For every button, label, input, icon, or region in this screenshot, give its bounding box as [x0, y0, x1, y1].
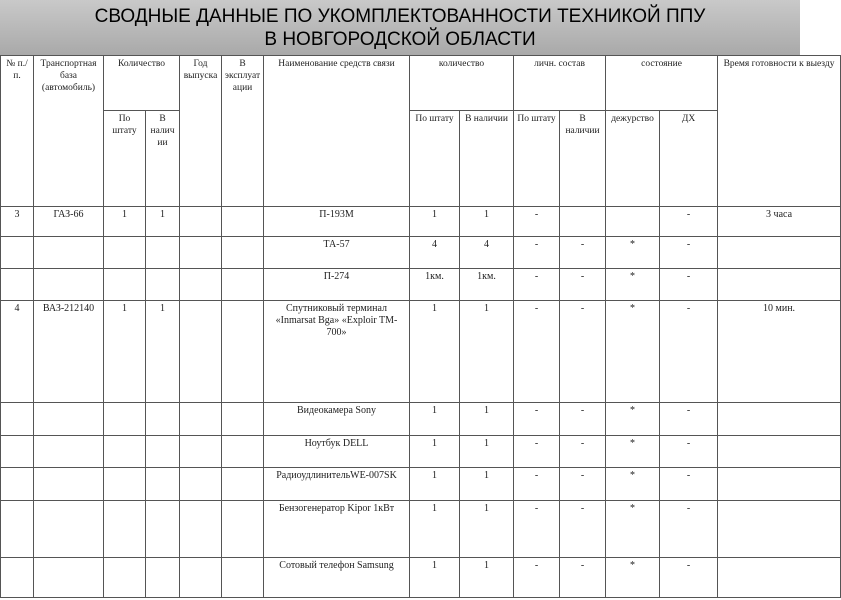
cell-ready-time — [718, 501, 841, 558]
cell-qty-staff — [104, 403, 146, 436]
cell-on-duty: * — [606, 436, 660, 468]
table-body — [1, 56, 841, 598]
table-row — [1, 436, 841, 468]
cell-num — [1, 468, 34, 501]
table-row — [1, 403, 841, 436]
cell-vehicle — [34, 237, 104, 269]
header-year: Год выпуска — [180, 56, 222, 207]
cell-ready-time — [718, 269, 841, 301]
cell-vehicle: ГАЗ-66 — [34, 207, 104, 237]
cell-on-duty: * — [606, 558, 660, 598]
cell-personnel-available: - — [560, 468, 606, 501]
cell-qty-available: 1 — [146, 207, 180, 237]
cell-comm-name: П-274 — [264, 269, 410, 301]
cell-dh: - — [660, 403, 718, 436]
cell-year — [180, 468, 222, 501]
cell-comm-qty-staff: 4 — [410, 237, 460, 269]
header-personnel-available: В наличии — [560, 111, 606, 207]
cell-comm-qty-available: 1 — [460, 207, 514, 237]
cell-ready-time: 10 мин. — [718, 301, 841, 403]
cell-vehicle — [34, 436, 104, 468]
cell-comm-qty-available: 1 — [460, 468, 514, 501]
cell-on-duty — [606, 207, 660, 237]
cell-qty-staff — [104, 269, 146, 301]
cell-comm-qty-staff: 1 — [410, 207, 460, 237]
cell-qty-staff — [104, 436, 146, 468]
header-row — [1, 56, 841, 111]
table-row — [1, 237, 841, 269]
cell-personnel-available: - — [560, 301, 606, 403]
cell-vehicle — [34, 501, 104, 558]
cell-personnel-available: - — [560, 436, 606, 468]
cell-vehicle — [34, 403, 104, 436]
cell-num — [1, 436, 34, 468]
cell-in-operation — [222, 207, 264, 237]
cell-num: 3 — [1, 207, 34, 237]
cell-dh: - — [660, 501, 718, 558]
cell-num — [1, 501, 34, 558]
cell-comm-name: Ноутбук DELL — [264, 436, 410, 468]
table-row — [1, 501, 841, 558]
header-comm-available: В наличии — [460, 111, 514, 207]
cell-personnel-staff: - — [514, 301, 560, 403]
table-row — [1, 269, 841, 301]
subheader-row — [1, 111, 841, 207]
cell-qty-available — [146, 237, 180, 269]
header-in-operation: В эксплуатации — [222, 56, 264, 207]
cell-comm-name: Спутниковый терминал «Inmarsat Bga» «Exploir TM-700» — [264, 301, 410, 403]
title-line-2: В НОВГОРОДСКОЙ ОБЛАСТИ — [264, 29, 536, 50]
cell-comm-qty-available: 4 — [460, 237, 514, 269]
cell-personnel-available: - — [560, 501, 606, 558]
cell-dh: - — [660, 237, 718, 269]
cell-comm-name: Видеокамера Sony — [264, 403, 410, 436]
header-ready-time: Время готовности к выезду — [718, 56, 841, 207]
cell-personnel-staff: - — [514, 558, 560, 598]
cell-year — [180, 436, 222, 468]
cell-in-operation — [222, 436, 264, 468]
cell-year — [180, 237, 222, 269]
header-quantity: Количество — [104, 56, 180, 111]
header-comm-quantity: количество — [410, 56, 514, 111]
cell-on-duty: * — [606, 269, 660, 301]
cell-vehicle — [34, 468, 104, 501]
cell-comm-qty-staff: 1 — [410, 558, 460, 598]
cell-in-operation — [222, 468, 264, 501]
cell-qty-available: 1 — [146, 301, 180, 403]
cell-year — [180, 207, 222, 237]
cell-dh: - — [660, 436, 718, 468]
cell-qty-available — [146, 501, 180, 558]
cell-comm-qty-available: 1км. — [460, 269, 514, 301]
cell-qty-staff — [104, 468, 146, 501]
cell-personnel-staff: - — [514, 436, 560, 468]
cell-personnel-available: - — [560, 237, 606, 269]
table-row — [1, 468, 841, 501]
cell-vehicle — [34, 558, 104, 598]
cell-num: 4 — [1, 301, 34, 403]
cell-qty-available — [146, 403, 180, 436]
cell-dh: - — [660, 301, 718, 403]
cell-ready-time — [718, 237, 841, 269]
cell-comm-qty-available: 1 — [460, 558, 514, 598]
header-transport: Транспортная база (автомобиль) — [34, 56, 104, 207]
cell-qty-available — [146, 269, 180, 301]
cell-personnel-staff: - — [514, 468, 560, 501]
cell-ready-time — [718, 468, 841, 501]
cell-comm-name: ТА-57 — [264, 237, 410, 269]
header-comm-name: Наименование средств связи — [264, 56, 410, 207]
cell-ready-time: 3 часа — [718, 207, 841, 237]
cell-comm-qty-available: 1 — [460, 403, 514, 436]
cell-on-duty: * — [606, 403, 660, 436]
header-num: № п./п. — [1, 56, 34, 207]
cell-in-operation — [222, 269, 264, 301]
header-on-duty: дежурство — [606, 111, 660, 207]
cell-vehicle — [34, 269, 104, 301]
cell-comm-qty-staff: 1 — [410, 403, 460, 436]
cell-personnel-available: - — [560, 558, 606, 598]
cell-in-operation — [222, 301, 264, 403]
cell-qty-staff: 1 — [104, 207, 146, 237]
cell-year — [180, 269, 222, 301]
cell-num — [1, 403, 34, 436]
cell-comm-qty-available: 1 — [460, 501, 514, 558]
table-row — [1, 207, 841, 237]
cell-comm-name: П-193М — [264, 207, 410, 237]
header-available: В наличии — [146, 111, 180, 207]
cell-on-duty: * — [606, 237, 660, 269]
header-state: состояние — [606, 56, 718, 111]
cell-year — [180, 558, 222, 598]
cell-personnel-staff: - — [514, 269, 560, 301]
cell-comm-qty-staff: 1км. — [410, 269, 460, 301]
equipment-table — [0, 55, 841, 598]
cell-personnel-available: - — [560, 269, 606, 301]
cell-num — [1, 237, 34, 269]
cell-personnel-staff: - — [514, 207, 560, 237]
header-comm-by-staff: По штату — [410, 111, 460, 207]
cell-personnel-staff: - — [514, 403, 560, 436]
cell-in-operation — [222, 237, 264, 269]
cell-on-duty: * — [606, 301, 660, 403]
cell-on-duty: * — [606, 468, 660, 501]
cell-in-operation — [222, 403, 264, 436]
header-by-staff: По штату — [104, 111, 146, 207]
cell-in-operation — [222, 558, 264, 598]
cell-qty-available — [146, 468, 180, 501]
cell-qty-available — [146, 558, 180, 598]
cell-comm-qty-staff: 1 — [410, 468, 460, 501]
cell-year — [180, 301, 222, 403]
cell-comm-qty-staff: 1 — [410, 301, 460, 403]
cell-dh: - — [660, 468, 718, 501]
cell-personnel-available: - — [560, 403, 606, 436]
table-row — [1, 558, 841, 598]
cell-comm-name: РадиоудлинительWE-007SK — [264, 468, 410, 501]
cell-qty-staff — [104, 501, 146, 558]
header-dh: ДХ — [660, 111, 718, 207]
header-personnel: личн. состав — [514, 56, 606, 111]
cell-qty-staff — [104, 237, 146, 269]
cell-qty-staff — [104, 558, 146, 598]
cell-comm-qty-available: 1 — [460, 301, 514, 403]
table-row — [1, 301, 841, 403]
cell-ready-time — [718, 558, 841, 598]
header-personnel-by-staff: По штату — [514, 111, 560, 207]
cell-qty-staff: 1 — [104, 301, 146, 403]
cell-ready-time — [718, 403, 841, 436]
cell-vehicle: ВАЗ-212140 — [34, 301, 104, 403]
page-title — [0, 5, 800, 51]
cell-year — [180, 403, 222, 436]
cell-dh: - — [660, 269, 718, 301]
cell-comm-name: Бензогенератор Kipor 1кВт — [264, 501, 410, 558]
cell-num — [1, 269, 34, 301]
cell-comm-qty-staff: 1 — [410, 501, 460, 558]
cell-year — [180, 501, 222, 558]
cell-comm-qty-staff: 1 — [410, 436, 460, 468]
cell-on-duty: * — [606, 501, 660, 558]
cell-comm-name: Сотовый телефон Samsung — [264, 558, 410, 598]
cell-in-operation — [222, 501, 264, 558]
cell-personnel-staff: - — [514, 501, 560, 558]
cell-dh: - — [660, 558, 718, 598]
cell-ready-time — [718, 436, 841, 468]
cell-qty-available — [146, 436, 180, 468]
cell-comm-qty-available: 1 — [460, 436, 514, 468]
title-line-1: СВОДНЫЕ ДАННЫЕ ПО УКОМПЛЕКТОВАННОСТИ ТЕХНИКОЙ ППУ — [94, 6, 706, 27]
cell-personnel-staff: - — [514, 237, 560, 269]
cell-personnel-available — [560, 207, 606, 237]
cell-num — [1, 558, 34, 598]
cell-dh: - — [660, 207, 718, 237]
